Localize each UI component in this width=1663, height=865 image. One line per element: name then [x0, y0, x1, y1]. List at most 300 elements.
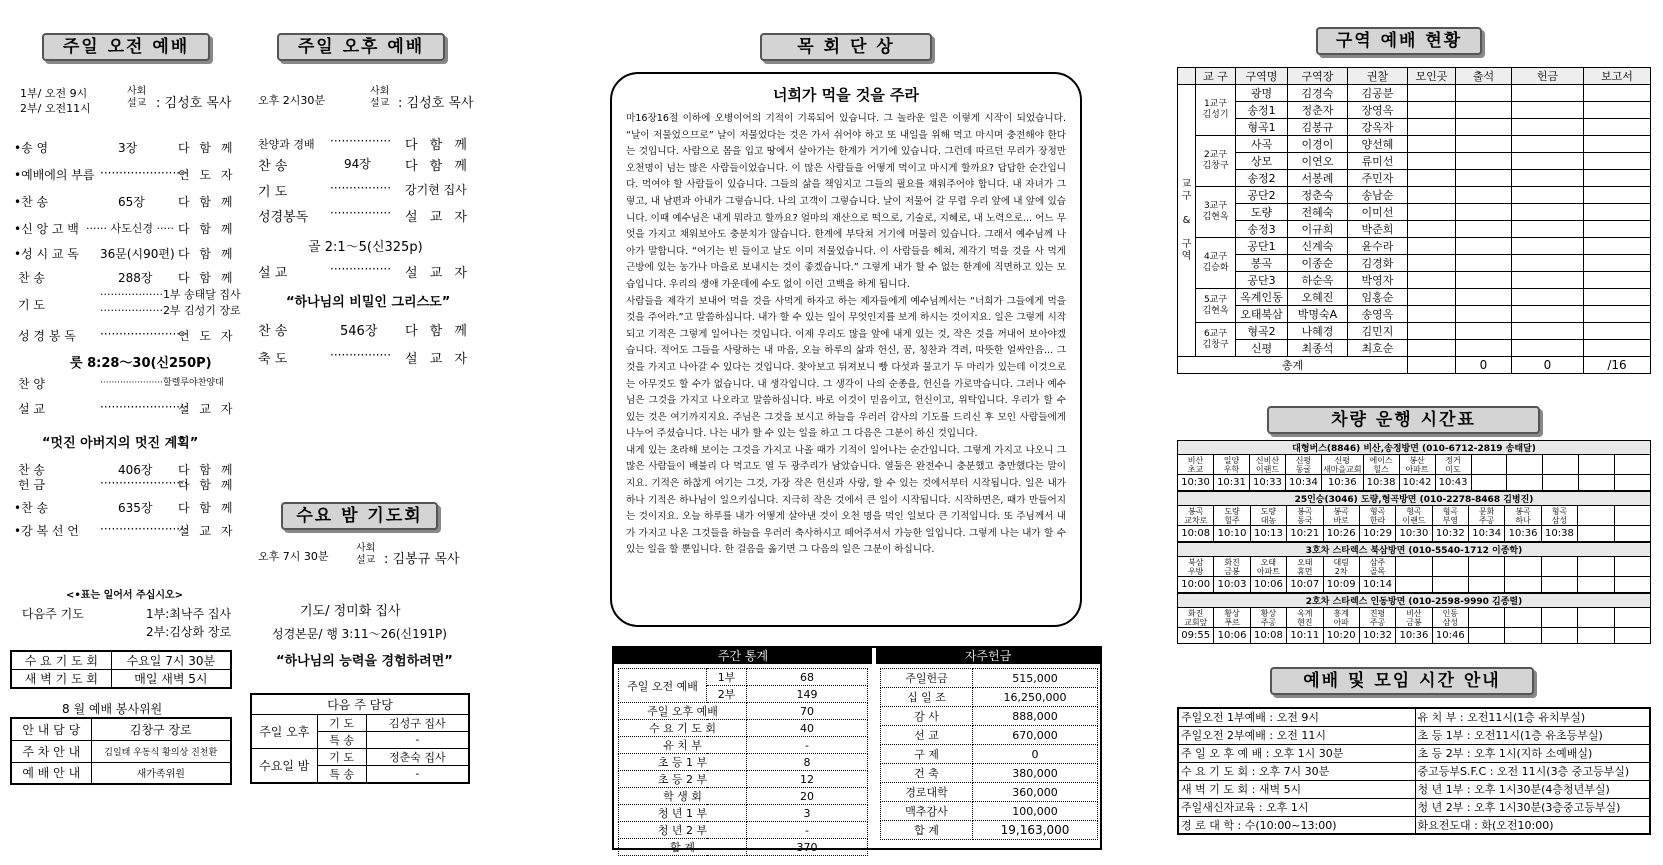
time-info: 주일오전 1부예배 : 오전 9시	[1178, 708, 1415, 726]
wed-pastor: : 김봉규 목사	[384, 552, 460, 567]
bus-schedule	[1177, 440, 1651, 644]
pm-sermon-l: 설 교	[258, 266, 288, 281]
district-side-spacer	[1178, 68, 1196, 85]
district-empty-cell	[1584, 340, 1651, 357]
offering-label: 경로대학	[881, 783, 973, 802]
district-cell: 형곡1	[1236, 119, 1288, 136]
district-cell: 류미선	[1348, 153, 1408, 170]
district-empty-cell	[1512, 102, 1584, 119]
district-cell: 송정3	[1236, 221, 1288, 238]
sermon-body: 마16장16절 이하에 오병이어의 기적이 기록되어 있습니다. 그 놀라운 일은 이렇게 시작이 되었습니다. “날이 저물었으므로” 날이 저물었다는 것은 가서 쉬어야 하고 또 내일을 위해 먹고 마시며 충전해야 한다는 것입니다. 사람으로 몸을 입고 땅에서 살아가는 한계가 거기에 있습니다. 그런데 따르던 무리가 장정만 오천명이 넘는 많은 사람들이었습니다. 이 많은 사람들을 어떻게 먹이고 마시게 할까요? 답답한 순간입니다. 먹여야 할 사람들이 있습니다. 그들의 삶을 책임지고 그들의 필요를 채워주어야 합니다. 내 자녀가 그렇고, 내 남편과 아내가 그렇습니다. 나의 고객이 그렇습니다. 날이 저물어 갈 무렵 우리 앞에 내 앞에 있습니다. 이때 예수님은 내게 뭐라고 할까요? 얼마의 재산으로 떡으로, 기술로, 지혜로, 내 노력으로... 어느 무엇을 가지고 채워보아도 충분치가 않습니다. 한계에 부닥쳐 거기에 머물러 있습니다. 그래서 예수님께 나아가 말합니다. “여기는 빈 들이고 날도 이미 저물었습니다. 이 사람들을 헤쳐, 제각기 먹을 것을 사 먹게 근방에 있는 농가나 마을로 보내시는 것이 좋겠습니다.” 그렇게 내가 할 수 없는 한계에 직면하고 있는 모습입니다. 우리의 생애 가운데에 수도 없이 이런 고백을 하게 됩니다. 사람들을 제각기 보내어 먹을 것을 사먹게 하자고 하는 제자들에게 예수님께서는 “너희가 그들에게 먹을 것을 주어라.”고 말씀하십니다. 내가 할 수 있는 일이 무엇인지를 보게 하시는 것이지요. 일은 그렇게 시작되고 기적은 그렇게 일어나는 것입니다. 이제 우리도 많을 앞에 내게 있는 것, 작은 것을 꺼내어 보아야겠습니다. 적어도 그들을 사랑하는 내 마음, 오늘 하루의 삶과 헌신, 꿈, 칭찬과 격려, 따뜻한 얼싸안음... 그것을 가지고 나아갈 수 있다는 것입니다. 찾아보고 뒤져보니 빵 다섯과 물고기 두 마리가 있는데 이것으로는 아무것도 할 수가 없습니다. 내 생각입니다. 그 생각이 나의 순종을, 헌신을 가로막습니다. 그러나 예수님은 그것을 가지고 나오라고 말씀하십니다. 바로 이것이 믿음이고, 헌신이고, 위탁입니다. 우리가 할 수 있는 것은 여기까지지요. 주님은 그것을 보시고 하늘을 우러러 감사의 기도를 드리신 후 모인 사람들에게 나누어 주셨습니다. 나는 내가 할 수 있는 일을 하고 그 다음은 그분이 하신 것입니다. 내게 있는 초라해 보이는 그것을 가지고 나올 때가 기적이 일어나는 순간입니다. 그렇게 가지고 나오니 그 많은 사람들이 배불리 다 먹고도 열 두 광주리가 남았습니다. 열둘은 완전수니 충분했고 충만했다는 말이지요. 기적은 하찮게 여기는 그것, 가장 작은 헌신과 사랑, 할 수 있는 것에서부터 시작됩니다. 일은 내가 하나 기적은 하나님이 일으키십니다. 지극히 작은 것에서 큰 일이 시작됩니다. 시작하면은, 때가 만들어지는 것이지요. 오늘 하루를 내가 어떻게 살아낸 것이 오천 명을 먹인 일보다 큰 기적입니다. 또 주님께서 내가 가지고 나온 그것들을 하늘을 우러러 축사하시고 떼어주셔서 가능한 일입니다. 그렇게 나는 내가 할 수 있는 일을 할 뿐입니다. 한 걸음을 옮기면 그 다음의 일은 그분이 하십니다.	[626, 113, 1066, 556]
district-empty-cell	[1584, 119, 1651, 136]
bus-time	[1507, 475, 1543, 491]
bus-stop: 문화 주공	[1469, 506, 1505, 526]
time-info: 청 년 1부 : 오후 1시30분(4층청년부실)	[1415, 780, 1650, 798]
pm-sermon-dots: ················	[330, 262, 392, 276]
stats-sub: 2부	[707, 686, 747, 703]
times-header: 예배 및 모임 시간 안내	[1270, 667, 1534, 695]
district-total-place	[1408, 357, 1456, 374]
bus-stop: 신평 동굴	[1285, 455, 1321, 475]
bus-time: 10:31	[1213, 475, 1249, 491]
district-table	[1177, 67, 1651, 374]
am-after-0: 찬 송	[18, 463, 45, 477]
am-item-3: •신 앙 고 백	[14, 222, 79, 236]
district-cell: 나혜경	[1288, 323, 1348, 340]
stats-value: 12	[747, 771, 868, 788]
stats-label: 초 등 2 부	[619, 771, 747, 788]
wed-reading: 성경본문/ 행 3:11～26(신191P)	[272, 627, 447, 641]
bus-stop: 인동 삼성	[1432, 608, 1468, 628]
sermon-box	[610, 72, 1082, 627]
district-empty-cell	[1456, 187, 1512, 204]
bus-stop: 도량 대농	[1250, 506, 1286, 526]
duty-role: 기 도	[317, 748, 366, 765]
district-cell: 송영옥	[1348, 306, 1408, 323]
district-empty-cell	[1512, 136, 1584, 153]
bus-time	[1505, 628, 1541, 644]
duty-role: 특 송	[317, 765, 366, 783]
district-cell: 오태북삼	[1236, 306, 1288, 323]
duty-role: 기 도	[317, 714, 366, 731]
volunteer-title: 8 월 예배 봉사위원	[62, 702, 163, 716]
district-empty-cell	[1408, 119, 1456, 136]
stats-label: 초 등 1 부	[619, 754, 747, 771]
am-item-0: •송 영	[14, 141, 49, 155]
pm-item-2-r: 강기현 집사	[405, 183, 467, 197]
am-pastor: : 김성호 목사	[156, 96, 232, 111]
am-after-0-r: 다 함 께	[178, 463, 236, 477]
pm-item-2: 기 도	[258, 185, 288, 200]
am-prayer-2: ··················2부 김성기 장로	[100, 304, 241, 317]
am-item-1-mid: ·······················	[100, 166, 188, 180]
bus-time: 10:30	[1178, 475, 1214, 491]
stats-value: 8	[747, 754, 868, 771]
vol-name: 김일태 우동식 황의상 진천환	[91, 740, 231, 762]
bus-stop	[1396, 557, 1432, 577]
am-item-3-r: 다 함 께	[178, 222, 236, 236]
district-empty-cell	[1512, 340, 1584, 357]
bus-stop: 봉산 아파트	[1399, 455, 1435, 475]
stats-table	[618, 668, 868, 856]
bus-time: 10:32	[1359, 628, 1395, 644]
vol-role: 예 배 안 내	[11, 762, 91, 784]
district-col: 권찰	[1348, 68, 1408, 85]
district-empty-cell	[1408, 204, 1456, 221]
pm-after-1: 축 도	[258, 352, 288, 367]
district-empty-cell	[1512, 306, 1584, 323]
offering-value: 670,000	[973, 726, 1098, 745]
district-empty-cell	[1512, 221, 1584, 238]
district-empty-cell	[1456, 323, 1512, 340]
offering-value: 360,000	[973, 783, 1098, 802]
bus-time	[1578, 628, 1614, 644]
stats-box	[612, 646, 1102, 854]
pm-service-header: 주일 오후 예배	[277, 33, 445, 61]
bus-time: 10:08	[1178, 526, 1214, 542]
district-cell: 김봉규	[1288, 119, 1348, 136]
am-after-3: •강 복 선 언	[14, 524, 79, 538]
am-choir: 찬 양	[18, 377, 45, 391]
bus-stop: 비산 초교	[1178, 455, 1214, 475]
meet-name: 새 벽 기 도 회	[11, 670, 111, 689]
bus-stop: 삼주 골목	[1359, 557, 1395, 577]
offering-value: 100,000	[973, 802, 1098, 821]
vol-role: 안 내 담 당	[11, 718, 91, 740]
bus-stop	[1579, 455, 1615, 475]
bus-header: 차량 운행 시간표	[1267, 406, 1540, 434]
bus-time: 10:20	[1323, 628, 1359, 644]
district-empty-cell	[1408, 102, 1456, 119]
district-group: 2교구 김창구	[1196, 136, 1236, 187]
am-item-3-mid: ······ 사도신경 ·····	[86, 222, 174, 235]
district-empty-cell	[1456, 102, 1512, 119]
district-empty-cell	[1512, 289, 1584, 306]
pm-item-1-m: 94장	[344, 157, 371, 171]
bus-stop	[1614, 506, 1651, 526]
pm-after-0-m: 546장	[340, 324, 378, 339]
offering-value: 515,000	[973, 669, 1098, 688]
district-cell: 송남순	[1348, 187, 1408, 204]
am-prayer-1: ··················1부 송태달 집사	[100, 288, 241, 301]
district-cell: 양선혜	[1348, 136, 1408, 153]
offering-table	[880, 668, 1098, 840]
bus-time	[1396, 577, 1432, 593]
duty-person: -	[366, 731, 469, 748]
am-item-2-r: 다 함 께	[178, 195, 236, 209]
district-empty-cell	[1584, 289, 1651, 306]
bus-stop: 황상 주공	[1250, 608, 1286, 628]
stats-value: 20	[747, 788, 868, 805]
pm-time: 오후 2시30분	[258, 94, 325, 107]
bus-time	[1579, 475, 1615, 491]
district-empty-cell	[1408, 153, 1456, 170]
bus-stop: 화진 금봉	[1214, 557, 1250, 577]
bus-stop	[1541, 608, 1577, 628]
bus-time: 10:43	[1435, 475, 1471, 491]
time-info: 초 등 2부 : 오후 1시(지하 소예배실)	[1415, 744, 1650, 762]
am-service-header: 주일 오전 예배	[42, 33, 210, 61]
am-item-1: •예배에의 부름	[14, 168, 95, 182]
offering-label: 주일헌금	[881, 669, 973, 688]
wed-service-header: 수요 밤 기도회	[281, 502, 438, 530]
time-info: 새 벽 기 도 회 : 새벽 5시	[1178, 780, 1415, 798]
bus-time: 10:08	[1250, 628, 1286, 644]
district-header: 구역 예배 현황	[1316, 27, 1482, 55]
district-cell: 박명숙A	[1288, 306, 1348, 323]
district-cell: 이미선	[1348, 204, 1408, 221]
pm-sermon-title: “하나님의 비밀인 그리스도”	[286, 295, 451, 310]
district-empty-cell	[1512, 153, 1584, 170]
district-empty-cell	[1456, 119, 1512, 136]
time-info: 초 등 1부 : 오전11시(1층 유초등부실)	[1415, 726, 1650, 744]
duty-role: 특 송	[317, 731, 366, 748]
bus-time: 10:06	[1250, 577, 1286, 593]
am-after-2: •찬 송	[14, 501, 49, 515]
am-sermon-r: 설 교 자	[178, 402, 236, 416]
bus-stop	[1614, 557, 1651, 577]
district-group: 6교구 김창구	[1196, 323, 1236, 357]
pm-item-0-r: 다 함 께	[405, 138, 471, 153]
bus-stop: 도량 힐주	[1214, 506, 1250, 526]
district-group: 5교구 김현옥	[1196, 289, 1236, 323]
bus-stop	[1505, 608, 1541, 628]
bus-time	[1614, 577, 1651, 593]
bus-stop: 비산 금봉	[1396, 608, 1432, 628]
am-item-0-r: 다 함 께	[178, 141, 236, 155]
offering-label: 십 일 조	[881, 688, 973, 707]
bus-stop	[1471, 455, 1507, 475]
district-empty-cell	[1456, 85, 1512, 102]
bus-time: 10:13	[1250, 526, 1286, 542]
offering-label: 구 제	[881, 745, 973, 764]
bus-time	[1432, 577, 1468, 593]
am-after-0-m: 406장	[118, 463, 153, 477]
district-cell: 전혜숙	[1288, 204, 1348, 221]
district-empty-cell	[1408, 238, 1456, 255]
district-col: 교 구	[1196, 68, 1236, 85]
volunteer-table	[10, 717, 232, 785]
district-side-label: 교 구 & 구 역	[1178, 85, 1196, 357]
time-info: 수 요 기 도 회 : 오후 7시 30분	[1178, 762, 1415, 780]
bus-time	[1469, 628, 1505, 644]
district-empty-cell	[1408, 85, 1456, 102]
am-reading-dots: ·······················	[100, 327, 188, 341]
am-reading-r: 인 도 자	[178, 329, 236, 343]
bus-time: 10:10	[1214, 526, 1250, 542]
district-empty-cell	[1584, 323, 1651, 340]
am-item-4: •성 시 교 독	[14, 247, 79, 261]
district-cell: 정춘숙	[1288, 187, 1348, 204]
district-empty-cell	[1408, 272, 1456, 289]
stats-value: -	[747, 737, 868, 754]
stats-value: 40	[747, 720, 868, 737]
bus-time	[1578, 577, 1614, 593]
bus-route	[1177, 491, 1651, 542]
bus-time	[1615, 475, 1651, 491]
offering-label: 맥추감사	[881, 802, 973, 821]
district-cell: 도량	[1236, 204, 1288, 221]
bus-route-title: 2호차 스타렉스 인동방면 (010-2598-9990 김종렬)	[1178, 594, 1651, 608]
am-item-4-mid: 36문(시90편)	[100, 247, 175, 261]
bus-time	[1614, 628, 1651, 644]
duty-person: -	[366, 765, 469, 783]
bus-stop	[1615, 455, 1651, 475]
offering-label: 합 계	[881, 821, 973, 840]
bus-time: 10:33	[1249, 475, 1285, 491]
bus-stop	[1541, 557, 1577, 577]
meeting-table	[10, 650, 232, 689]
bus-time: 10:29	[1359, 526, 1395, 542]
next-prayer-2: 2부:김상화 장로	[146, 625, 232, 639]
stand-note: <•표는 일어서 주십시오>	[66, 590, 184, 601]
bus-time: 10:32	[1432, 526, 1468, 542]
district-empty-cell	[1456, 340, 1512, 357]
offering-value: 0	[973, 745, 1098, 764]
bus-stop: 신평 새마을교회	[1322, 455, 1362, 474]
bus-stop: 형곡 삼성	[1541, 506, 1577, 526]
bus-stop	[1507, 455, 1543, 475]
am-scripture: 룻 8:28～30(신250P)	[70, 356, 212, 371]
time-info: 청 년 2부 : 오후 1시30분(3층중고등부실)	[1415, 798, 1650, 816]
district-empty-cell	[1408, 306, 1456, 323]
pm-after-1-m: ················	[330, 348, 392, 362]
bus-time	[1469, 577, 1505, 593]
duty-person: 김성구 집사	[366, 714, 469, 731]
next-prayer-1: 1부:최낙주 집사	[146, 607, 232, 621]
district-empty-cell	[1512, 255, 1584, 272]
am-reading: 성 경 봉 독	[18, 329, 76, 343]
am-sermon-l: 설 교	[18, 402, 45, 416]
district-cell: 하순옥	[1288, 272, 1348, 289]
district-empty-cell	[1584, 238, 1651, 255]
pm-item-3-r: 설 교 자	[405, 210, 471, 225]
bus-time: 10:38	[1541, 526, 1577, 542]
duty-service: 수요일 밤	[251, 748, 317, 783]
district-cell: 옥계인동	[1236, 289, 1288, 306]
pm-item-3-m: ················	[330, 206, 392, 220]
am-after-1: 헌 금	[18, 478, 45, 492]
stats-label: 학 생 회	[619, 788, 747, 805]
bus-time: 10:11	[1287, 628, 1323, 644]
district-cell: 강옥자	[1348, 119, 1408, 136]
stats-title: 주간 통계	[614, 648, 872, 664]
bus-stop	[1578, 557, 1614, 577]
district-empty-cell	[1584, 187, 1651, 204]
district-cell: 이규희	[1288, 221, 1348, 238]
district-empty-cell	[1408, 221, 1456, 238]
district-cell: 서봉례	[1288, 170, 1348, 187]
district-empty-cell	[1456, 306, 1512, 323]
am-prayer-label: 기 도	[18, 298, 45, 312]
district-cell: 송정2	[1236, 170, 1288, 187]
stats-label: 수 요 기 도 회	[619, 720, 747, 737]
district-cell: 김민지	[1348, 323, 1408, 340]
time-info: 경 로 대 학 : 수(10:00~13:00)	[1178, 816, 1415, 834]
district-cell: 임홍순	[1348, 289, 1408, 306]
pm-scripture: 골 2:1～5(신325p)	[308, 240, 423, 255]
bus-stop: 형곡 부영	[1432, 506, 1468, 526]
district-total-t3: /16	[1584, 357, 1651, 374]
am-after-1-m: ·······················	[100, 476, 188, 490]
district-total-t1: 0	[1456, 357, 1512, 374]
stats-label: 합 계	[619, 839, 747, 856]
bus-time: 10:38	[1363, 475, 1399, 491]
district-col: 헌금	[1512, 68, 1584, 85]
district-cell: 장영옥	[1348, 102, 1408, 119]
bus-time: 10:34	[1285, 475, 1321, 491]
pm-item-1: 찬 송	[258, 159, 288, 174]
meet-time: 수요일 7시 30분	[111, 651, 231, 670]
district-cell: 이종순	[1288, 255, 1348, 272]
district-group: 4교구 김승화	[1196, 238, 1236, 289]
district-col: 보고서	[1584, 68, 1651, 85]
am-item-0-mid: 3장	[118, 141, 138, 155]
bus-stop: 오태 아파트	[1250, 557, 1286, 577]
duty-person: 정춘숙 집사	[366, 748, 469, 765]
stats-value: 149	[747, 686, 868, 703]
bus-stop	[1505, 557, 1541, 577]
bus-time: 10:00	[1178, 577, 1214, 593]
pm-after-1-r: 설 교 자	[405, 352, 471, 367]
bus-route	[1177, 440, 1651, 491]
time-info: 유 치 부 : 오전11시(1층 유치부실)	[1415, 708, 1650, 726]
district-cell: 최종석	[1288, 340, 1348, 357]
district-cell: 김경숙	[1288, 85, 1348, 102]
bus-stop	[1432, 557, 1468, 577]
district-cell: 오혜진	[1288, 289, 1348, 306]
wed-title: “하나님의 능력을 경험하려면”	[276, 654, 453, 669]
pm-sermon-r: 설 교 자	[405, 266, 471, 281]
district-cell: 신평	[1236, 340, 1288, 357]
duty-table	[250, 693, 470, 784]
am-time-2: 2부/ 오전11시	[20, 102, 91, 115]
district-cell: 김경화	[1348, 255, 1408, 272]
bus-stop	[1543, 455, 1579, 475]
bus-stop: 흥계 아파	[1323, 608, 1359, 628]
bus-time	[1543, 475, 1579, 491]
bus-time: 10:06	[1214, 628, 1250, 644]
bus-stop: 대림 2차	[1323, 557, 1359, 577]
wed-time: 오후 7시 30분	[258, 550, 329, 563]
district-empty-cell	[1456, 204, 1512, 221]
district-empty-cell	[1584, 153, 1651, 170]
district-cell: 주민자	[1348, 170, 1408, 187]
district-cell: 사곡	[1236, 136, 1288, 153]
sermon-title: 너희가 먹을 것을 주라	[772, 86, 920, 104]
district-cell: 신계숙	[1288, 238, 1348, 255]
pm-item-2-m: ················	[330, 181, 392, 195]
bus-time	[1541, 577, 1577, 593]
district-empty-cell	[1408, 255, 1456, 272]
bus-time	[1614, 526, 1651, 542]
bus-stop: 정거 미도	[1435, 455, 1471, 475]
meet-name: 수 요 기 도 회	[11, 651, 111, 670]
time-info: 주일오전 2부예배 : 오전 11시	[1178, 726, 1415, 744]
bus-stop: 봉곡 하나	[1505, 506, 1541, 526]
pm-item-0: 찬양과 경배	[258, 138, 315, 151]
am-sermon-title: “멋진 아버지의 멋진 계획”	[42, 436, 199, 451]
district-cell: 김공분	[1348, 85, 1408, 102]
bus-time: 10:21	[1287, 526, 1323, 542]
district-empty-cell	[1584, 221, 1651, 238]
district-cell: 상모	[1236, 153, 1288, 170]
next-prayer-label: 다음주 기도	[22, 607, 84, 621]
bus-stop: 봉곡 바로	[1323, 506, 1359, 526]
bus-stop	[1469, 557, 1505, 577]
time-info: 주 일 오 후 예 배 : 오후 1시 30분	[1178, 744, 1415, 762]
district-empty-cell	[1584, 204, 1651, 221]
bus-stop	[1578, 608, 1614, 628]
bus-stop: 황상 푸르	[1214, 608, 1250, 628]
stats-label: 청 년 2 부	[619, 822, 747, 839]
district-empty-cell	[1408, 170, 1456, 187]
am-after-3-r: 설 교 자	[178, 524, 236, 538]
bus-route-title: 25인승(3046) 도량,형곡방면 (010-2278-8468 김병진)	[1178, 492, 1651, 506]
am-sermon-dots: ·······················	[100, 400, 188, 414]
pm-after-0: 찬 송	[258, 324, 288, 339]
bus-route	[1177, 593, 1651, 644]
district-empty-cell	[1456, 255, 1512, 272]
district-empty-cell	[1456, 238, 1512, 255]
district-total-label: 총계	[1178, 357, 1408, 374]
district-empty-cell	[1408, 340, 1456, 357]
bus-time: 10:07	[1287, 577, 1323, 593]
district-cell: 박영자	[1348, 272, 1408, 289]
district-empty-cell	[1512, 204, 1584, 221]
district-empty-cell	[1584, 272, 1651, 289]
stats-label: 청 년 1 부	[619, 805, 747, 822]
bus-time: 09:55	[1178, 628, 1214, 644]
